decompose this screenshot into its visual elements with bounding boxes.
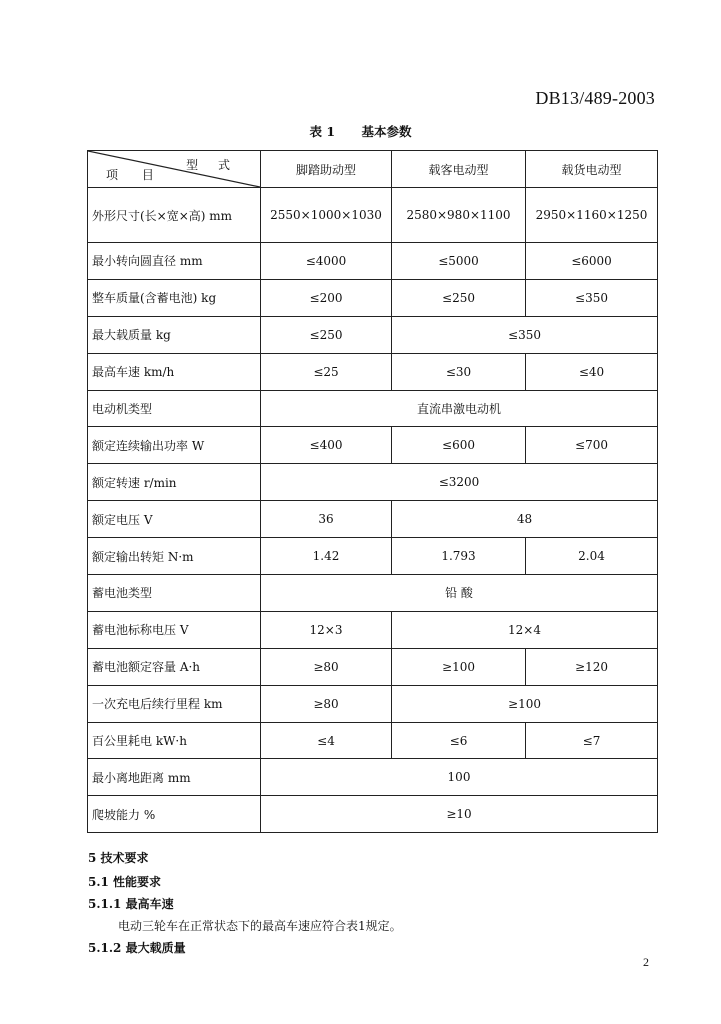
- column-header-pedal-assist: 脚踏助动型: [261, 151, 392, 188]
- row-label: 外形尺寸(长×宽×高) mm: [88, 188, 261, 243]
- table-caption: [0, 122, 721, 140]
- table-cell: ≤250: [261, 316, 392, 353]
- table-cell: ≤6000: [526, 243, 658, 280]
- table-cell: 100: [261, 759, 658, 796]
- table-cell: ≤200: [261, 279, 392, 316]
- table-cell: ≤600: [392, 427, 526, 464]
- row-label: 额定输出转矩 N·m: [88, 538, 261, 575]
- table-cell: 2950×1160×1250: [526, 188, 658, 243]
- table-row: [88, 464, 658, 501]
- table-number: 表 1: [309, 124, 336, 139]
- table-cell: ≥80: [261, 648, 392, 685]
- table-cell: 1.793: [392, 538, 526, 575]
- row-label: 一次充电后续行里程 km: [88, 685, 261, 722]
- row-label: 蓄电池额定容量 A·h: [88, 648, 261, 685]
- corner-item-label: 项 目: [106, 168, 164, 182]
- table-cell: ≤250: [392, 279, 526, 316]
- row-label: 电动机类型: [88, 390, 261, 427]
- table-cell: ≥80: [261, 685, 392, 722]
- table-cell: ≤400: [261, 427, 392, 464]
- table-cell: ≤4000: [261, 243, 392, 280]
- table-row: [88, 722, 658, 759]
- table-cell: ≥100: [392, 685, 658, 722]
- table-cell: ≥120: [526, 648, 658, 685]
- table-row: [88, 501, 658, 538]
- row-label: 最大载质量 kg: [88, 316, 261, 353]
- table-row: [88, 243, 658, 280]
- row-label: 整车质量(含蓄电池) kg: [88, 279, 261, 316]
- table-cell: ≤5000: [392, 243, 526, 280]
- table-cell: ≤6: [392, 722, 526, 759]
- basic-parameters-table: [87, 150, 658, 833]
- table-cell: ≤350: [392, 316, 658, 353]
- table-cell: 2580×980×1100: [392, 188, 526, 243]
- table-cell: 36: [261, 501, 392, 538]
- section-5-1-heading: 5.1 性能要求: [88, 875, 162, 889]
- table-cell: ≤3200: [261, 464, 658, 501]
- column-header-cargo-electric: 载货电动型: [526, 151, 658, 188]
- row-label: 额定连续输出功率 W: [88, 427, 261, 464]
- table-header-row: [88, 151, 658, 188]
- table-row: [88, 538, 658, 575]
- table-cell: 2550×1000×1030: [261, 188, 392, 243]
- table-cell: ≤40: [526, 353, 658, 390]
- table-cell: 2.04: [526, 538, 658, 575]
- table-cell: ≤25: [261, 353, 392, 390]
- table-cell: 1.42: [261, 538, 392, 575]
- table-cell: 直流串激电动机: [261, 390, 658, 427]
- table-cell: 48: [392, 501, 658, 538]
- row-label: 爬坡能力 %: [88, 796, 261, 833]
- table-cell: ≤30: [392, 353, 526, 390]
- row-label: 最小转向圆直径 mm: [88, 243, 261, 280]
- row-label: 最小离地距离 mm: [88, 759, 261, 796]
- table-cell: 12×3: [261, 611, 392, 648]
- column-header-passenger-electric: 载客电动型: [392, 151, 526, 188]
- table-row: [88, 611, 658, 648]
- row-label: 额定转速 r/min: [88, 464, 261, 501]
- table-cell: ≤350: [526, 279, 658, 316]
- section-5-1-2-heading: 5.1.2 最大载质量: [88, 941, 186, 955]
- section-5-1-1-paragraph: 电动三轮车在正常状态下的最高车速应符合表1规定。: [118, 919, 402, 933]
- row-label: 蓄电池标称电压 V: [88, 611, 261, 648]
- table-row: [88, 427, 658, 464]
- table-cell: 12×4: [392, 611, 658, 648]
- table-row: [88, 188, 658, 243]
- table-cell: ≤4: [261, 722, 392, 759]
- row-label: 最高车速 km/h: [88, 353, 261, 390]
- row-label: 蓄电池类型: [88, 575, 261, 612]
- table-cell: ≥10: [261, 796, 658, 833]
- row-label: 额定电压 V: [88, 501, 261, 538]
- section-5-heading: 5 技术要求: [88, 851, 149, 865]
- table-title: 基本参数: [361, 124, 412, 139]
- corner-type-label: 型 式: [186, 158, 238, 172]
- table-cell: ≥100: [392, 648, 526, 685]
- page-number: 2: [643, 955, 649, 969]
- table-row: [88, 353, 658, 390]
- table-row: [88, 648, 658, 685]
- table-row: [88, 390, 658, 427]
- table-cell: ≤7: [526, 722, 658, 759]
- table-row: [88, 759, 658, 796]
- table-row: [88, 796, 658, 833]
- table-row: [88, 575, 658, 612]
- table-row: [88, 316, 658, 353]
- section-5-1-1-heading: 5.1.1 最高车速: [88, 897, 174, 911]
- table-row: [88, 685, 658, 722]
- document-code: DB13/489-2003: [535, 88, 655, 108]
- table-cell: 铅 酸: [261, 575, 658, 612]
- table-cell: ≤700: [526, 427, 658, 464]
- row-label: 百公里耗电 kW·h: [88, 722, 261, 759]
- table-row: [88, 279, 658, 316]
- table-corner-cell: [88, 151, 261, 188]
